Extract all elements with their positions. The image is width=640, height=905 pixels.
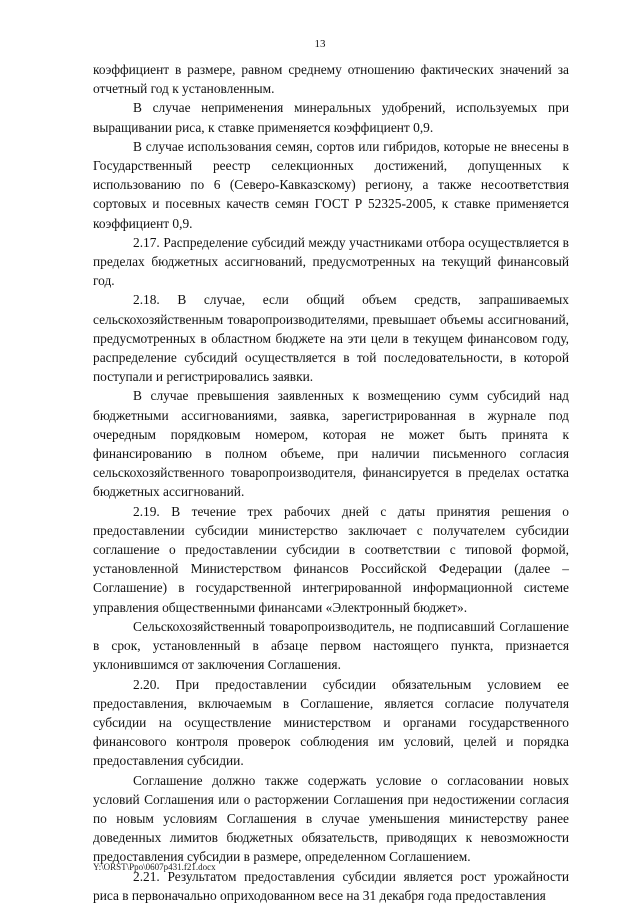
paragraph-excess-claims: В случае превышения заявленных к возмещению сумм субсидий над бюджетными ассигнованиями, заявка, зарегистрированная в журнале под очередным порядковым номером, которая не может быть принята к финансированию в полном объеме, при наличии письменного согласия сельскохозяйственного товаропроизводителя, финансируется в пределах остатка бюджетных ассигнований. xyxy=(93,388,569,500)
paragraph-unsigned-agreement: Сельскохозяйственный товаропроизводитель, не подписавший Соглашение в срок, установленный в абзаце первом настоящего пункта, признается уклонившимся от заключения Соглашения. xyxy=(93,618,569,673)
paragraph-2-18: 2.18. В случае, если общий объем средств, запрашиваемых сельскохозяйственным товаропроизводителями, превышает объемы ассигнований, предусмотренных в областном бюджете на эти цели в текущем финансовом году, распределение субсидий осуществляется в той последовательности, в которой поступали и регистрировались заявки. xyxy=(93,292,569,385)
paragraph-no-fertilizer: В случае неприменения минеральных удобрений, используемых при выращивании риса, к ставке применяется коэффициент 0,9. xyxy=(93,100,569,135)
paragraph-2-20: 2.20. При предоставлении субсидии обязательным условием ее предоставления, включаемым в Соглашение, является согласие получателя субсидии на осуществление министерством и органами государственного финансового контроля проверок соблюдения им условий, целей и порядка предоставления субсидии. xyxy=(93,676,569,769)
document-body xyxy=(93,60,569,905)
paragraph-continuation: коэффициент в размере, равном среднему отношению фактических значений за отчетный год к установленным. xyxy=(93,62,569,97)
footer-file-path: Y:\ORST\Ppo\0607p431.f21.docx xyxy=(93,862,216,872)
paragraph-seeds: В случае использования семян, сортов или гибридов, которые не внесены в Государственный реестр селекционных достижений, допущенных к использованию по 6 (Северо-Кавказскому) региону, а также несоответствия сортовых и посевных качеств семян ГОСТ Р 52325-2005, к ставке применяется коэффициент 0,9. xyxy=(93,138,569,231)
paragraph-2-17: 2.17. Распределение субсидий между участниками отбора осуществляется в пределах бюджетных ассигнований, предусмотренных на текущий финансовый год. xyxy=(93,234,569,289)
paragraph-agreement-conditions: Соглашение должно также содержать условие о согласовании новых условий Соглашения или о расторжении Соглашения при недостижении согласия по новым условиям Соглашения в случае уменьшения министерству ранее доведенных лимитов бюджетных обязательств, приводящих к невозможности предоставления субсидии в размере, определенном Соглашением. xyxy=(93,772,569,865)
paragraph-2-21: 2.21. Результатом предоставления субсидии является рост урожайности риса в первоначально оприходованном весе на 31 декабря года предоставления xyxy=(93,868,569,903)
page-number: 13 xyxy=(314,38,326,50)
paragraph-2-19: 2.19. В течение трех рабочих дней с даты принятия решения о предоставлении субсидии министерство заключает с получателем субсидии соглашение о предоставлении субсидии в соответствии с типовой формой, установленной Министерством финансов Российской Федерации (далее – Соглашение) в государственной интегрированной информационной системе управления общественными финансами «Электронный бюджет». xyxy=(93,503,569,615)
